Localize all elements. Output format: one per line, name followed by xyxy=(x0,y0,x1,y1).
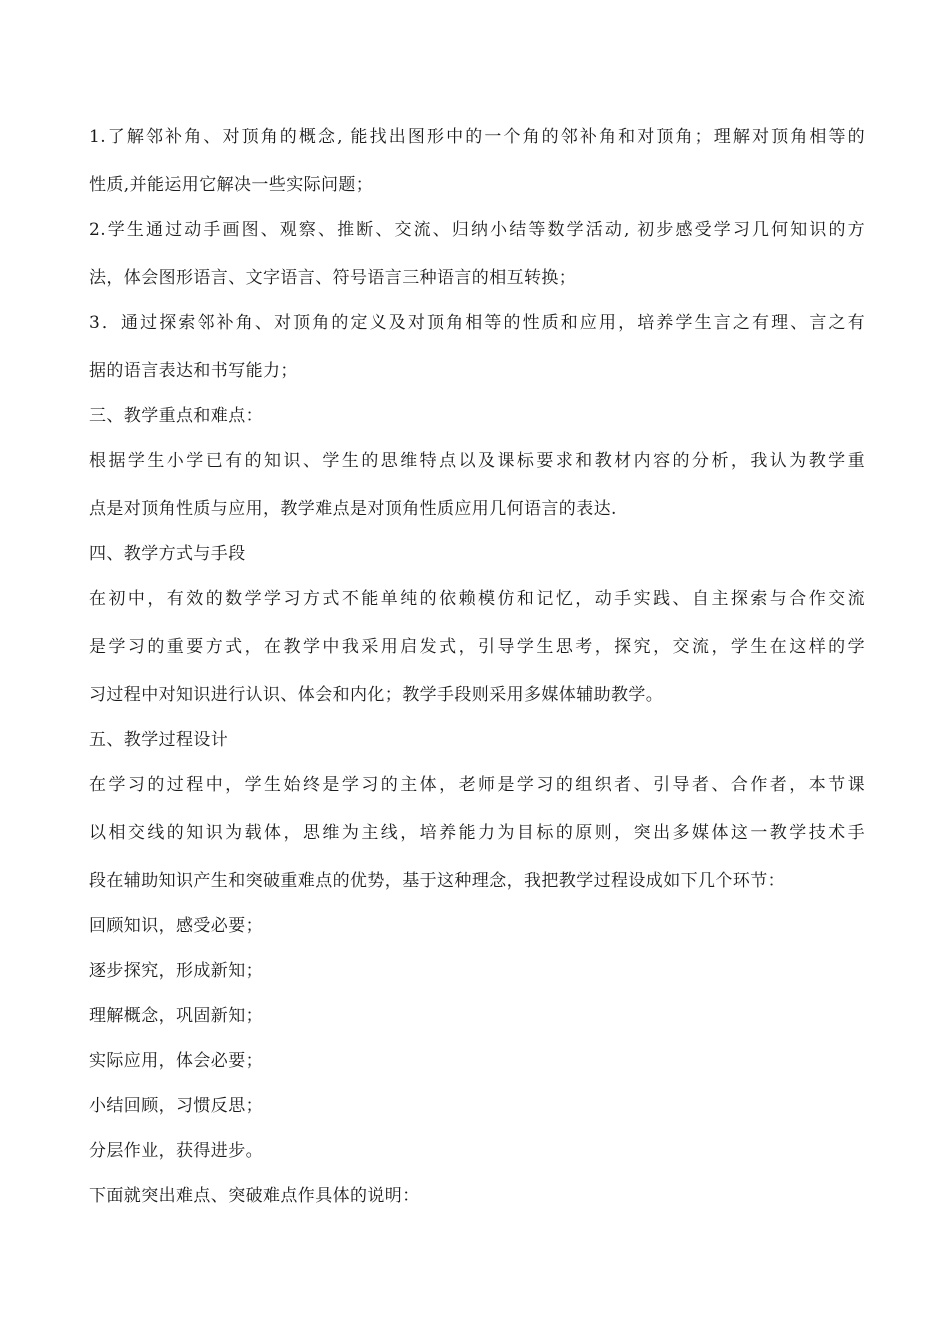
objective-2-line-1: 2.学生通过动手画图、观察、推断、交流、归纳小结等数学活动, 初步感受学习几何知识的方 xyxy=(89,220,865,240)
step-item: 实际应用，体会必要； xyxy=(89,1051,263,1071)
section-3-heading: 三、教学重点和难点： xyxy=(89,406,263,426)
objective-3 xyxy=(89,306,865,388)
section-4-paragraph xyxy=(89,582,865,712)
section-3-line-2: 点是对顶角性质与应用，教学难点是对顶角性质应用几何语言的表达. xyxy=(89,499,617,519)
step-item: 理解概念，巩固新知； xyxy=(89,1006,263,1026)
step-item: 小结回顾，习惯反思； xyxy=(89,1096,263,1116)
section-4-line-2: 是学习的重要方式，在教学中我采用启发式，引导学生思考，探究，交流，学生在这样的学 xyxy=(89,637,865,657)
section-5-paragraph xyxy=(89,768,865,898)
section-3-line-1: 根据学生小学已有的知识、学生的思维特点以及课标要求和教材内容的分析，我认为教学重 xyxy=(89,451,865,471)
objective-3-line-1: 3．通过探索邻补角、对顶角的定义及对顶角相等的性质和应用，培养学生言之有理、言之有 xyxy=(89,313,865,333)
section-5-line-2: 以相交线的知识为载体，思维为主线，培养能力为目标的原则，突出多媒体这一教学技术手 xyxy=(89,823,865,843)
objective-2-line-2: 法，体会图形语言、文字语言、符号语言三种语言的相互转换； xyxy=(89,268,577,288)
closing-line: 下面就突出难点、突破难点作具体的说明： xyxy=(89,1186,420,1206)
objective-1-line-1: 1.了解邻补角、对顶角的概念, 能找出图形中的一个角的邻补角和对顶角；理解对顶角相等的 xyxy=(89,127,865,147)
document-body xyxy=(89,120,865,1224)
section-5-line-1: 在学习的过程中，学生始终是学习的主体，老师是学习的组织者、引导者、合作者，本节课 xyxy=(89,775,865,795)
objective-3-line-2: 据的语言表达和书写能力； xyxy=(89,361,298,381)
objective-1-line-2: 性质,并能运用它解决一些实际问题； xyxy=(89,175,374,195)
section-5-heading: 五、教学过程设计 xyxy=(89,730,229,750)
section-4-line-3: 习过程中对知识进行认识、体会和内化；教学手段则采用多媒体辅助教学。 xyxy=(89,685,664,705)
section-4-line-1: 在初中，有效的数学学习方式不能单纯的依赖模仿和记忆，动手实践、自主探索与合作交流 xyxy=(89,589,865,609)
step-item: 分层作业，获得进步。 xyxy=(89,1141,263,1161)
section-4-heading: 四、教学方式与手段 xyxy=(89,544,246,564)
section-3-paragraph xyxy=(89,444,865,526)
step-item: 逐步探究，形成新知； xyxy=(89,961,263,981)
objective-1 xyxy=(89,120,865,202)
section-5-line-3: 段在辅助知识产生和突破重难点的优势，基于这种理念，我把教学过程设成如下几个环节： xyxy=(89,871,785,891)
objective-2 xyxy=(89,213,865,295)
step-item: 回顾知识，感受必要； xyxy=(89,916,263,936)
